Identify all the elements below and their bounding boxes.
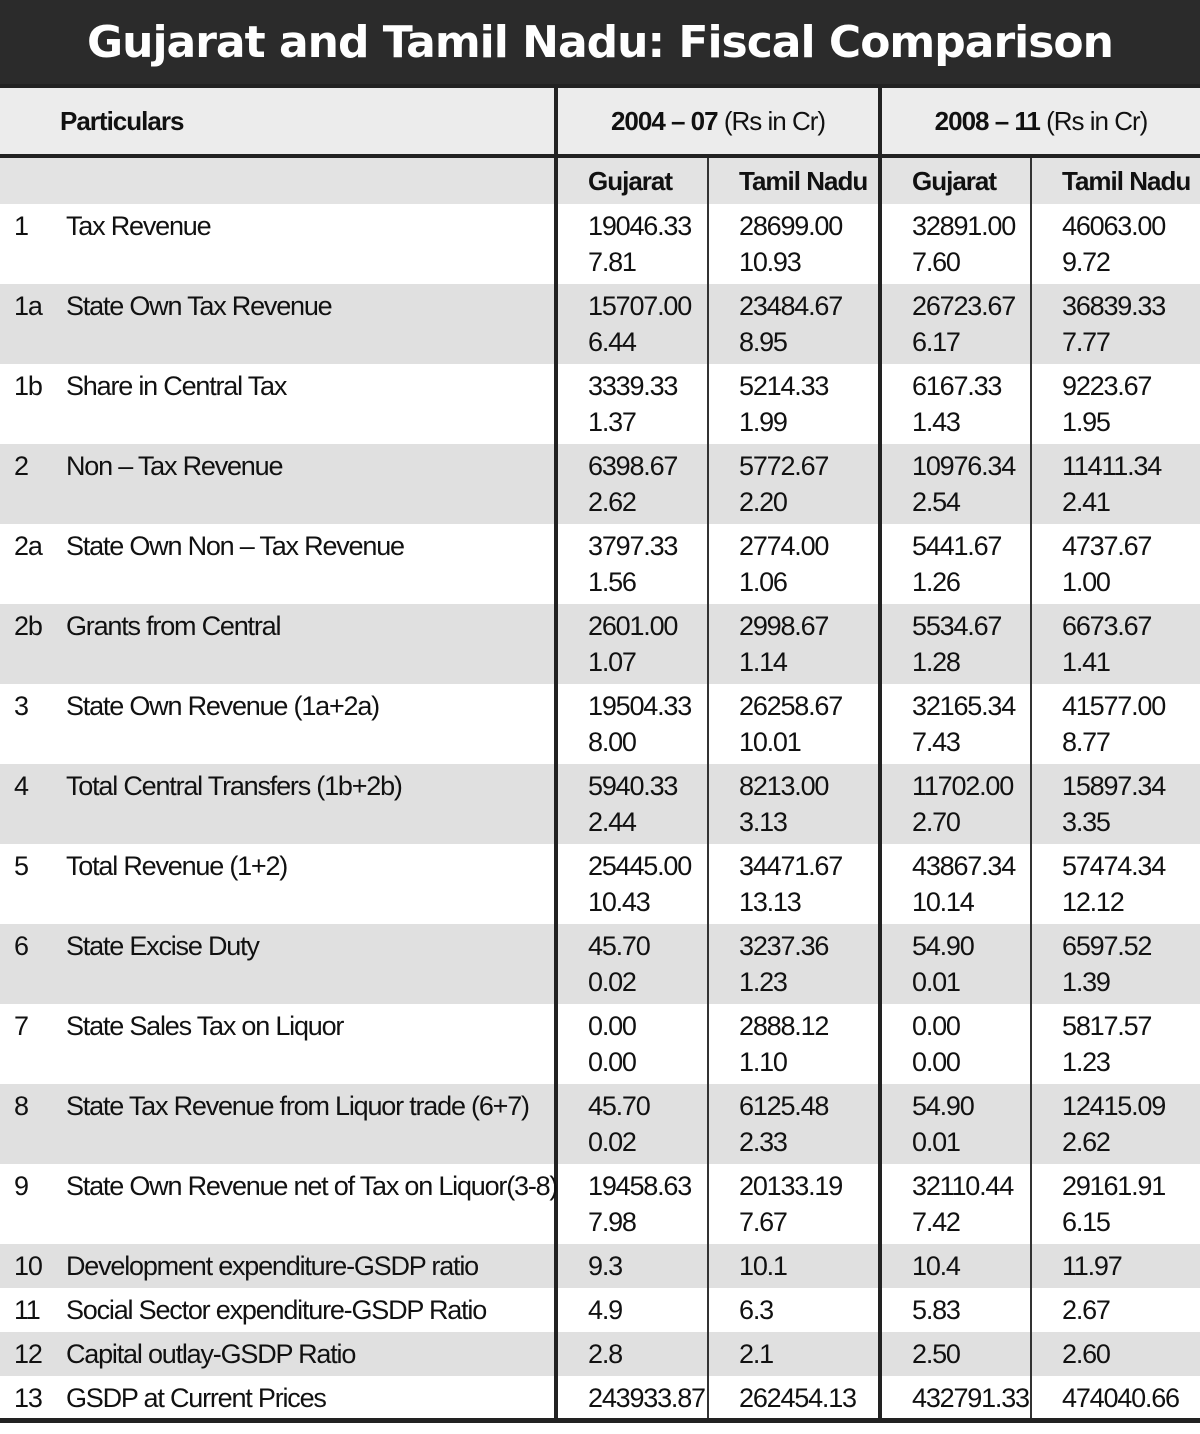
row-number: 1b [14,371,42,401]
cell-gujarat-2004-07 [556,364,708,444]
header-tamil-nadu: Tamil Nadu [1031,156,1200,204]
row-number: 3 [14,691,28,721]
value-gsdp-percent: 1.00 [1062,567,1110,597]
row-number: 12 [14,1339,42,1369]
row-title: State Own Non – Tax Revenue [66,531,404,561]
table-row [0,524,1200,604]
value-gsdp-percent: 1.41 [1062,647,1110,677]
value-amount: 26723.67 [912,291,1016,321]
table-row [0,684,1200,764]
cell-tamil-nadu-2008-11 [1031,204,1200,284]
row-number: 4 [14,771,28,801]
value-gsdp-percent: 1.95 [1062,407,1110,437]
value-amount: 57474.34 [1062,851,1166,881]
value-gsdp-percent: 1.23 [739,967,787,997]
cell-gujarat-2004-07 [556,764,708,844]
row-label [0,284,556,364]
value-gsdp-percent: 13.13 [739,887,801,917]
value-amount: 6398.67 [588,451,678,481]
row-number: 2b [14,611,42,641]
row-label [0,684,556,764]
value-amount: 9223.67 [1062,371,1152,401]
value-amount: 34471.67 [739,851,843,881]
cell-gujarat-2004-07 [556,1332,708,1376]
value-gsdp-percent: 2.41 [1062,487,1110,517]
row-title: Total Revenue (1+2) [66,851,288,881]
value-amount: 2.50 [912,1339,960,1369]
row-number: 6 [14,931,28,961]
table-row [0,764,1200,844]
cell-gujarat-2004-07 [556,1084,708,1164]
value-gsdp-percent: 2.62 [588,487,636,517]
header-particulars: Particulars [0,86,556,156]
row-number: 2 [14,451,28,481]
cell-gujarat-2008-11 [880,1332,1031,1376]
header-row-periods [0,86,1200,156]
value-amount: 2601.00 [588,611,678,641]
value-gsdp-percent: 0.02 [588,1127,636,1157]
table-body [0,204,1200,1420]
value-gsdp-percent: 8.00 [588,727,636,757]
value-amount: 54.90 [912,1091,974,1121]
cell-tamil-nadu-2004-07 [708,924,880,1004]
cell-tamil-nadu-2004-07 [708,524,880,604]
value-amount: 15897.34 [1062,771,1166,801]
cell-tamil-nadu-2008-11 [1031,924,1200,1004]
table-row [0,924,1200,1004]
cell-gujarat-2008-11 [880,1084,1031,1164]
value-amount: 2888.12 [739,1011,829,1041]
period-label: 2008 – 11 [934,105,1040,136]
row-label [0,764,556,844]
row-label [0,1332,556,1376]
value-amount: 32891.00 [912,211,1016,241]
row-title: Total Central Transfers (1b+2b) [66,771,402,801]
value-amount: 46063.00 [1062,211,1166,241]
value-amount: 6125.48 [739,1091,829,1121]
header-blank [0,156,556,204]
row-label [0,204,556,284]
value-amount: 6597.52 [1062,931,1152,961]
cell-tamil-nadu-2004-07 [708,1288,880,1332]
cell-gujarat-2004-07 [556,284,708,364]
cell-gujarat-2008-11 [880,284,1031,364]
cell-gujarat-2008-11 [880,924,1031,1004]
value-gsdp-percent: 8.95 [739,327,787,357]
cell-tamil-nadu-2004-07 [708,444,880,524]
value-gsdp-percent: 0.02 [588,967,636,997]
row-number: 2a [14,531,42,561]
row-title: State Own Revenue (1a+2a) [66,691,379,721]
cell-tamil-nadu-2008-11 [1031,1376,1200,1420]
row-label [0,1288,556,1332]
value-amount: 8213.00 [739,771,829,801]
value-gsdp-percent: 6.15 [1062,1207,1110,1237]
row-label [0,1164,556,1244]
value-gsdp-percent: 1.07 [588,647,636,677]
value-gsdp-percent: 10.01 [739,727,801,757]
value-amount: 3797.33 [588,531,678,561]
value-gsdp-percent: 2.70 [912,807,960,837]
value-amount: 32110.44 [912,1171,1014,1201]
value-amount: 11.97 [1062,1251,1122,1281]
value-gsdp-percent: 1.23 [1062,1047,1110,1077]
row-title: State Own Revenue net of Tax on Liquor(3-8) [66,1171,558,1201]
value-amount: 6673.67 [1062,611,1152,641]
value-gsdp-percent: 1.39 [1062,967,1110,997]
cell-tamil-nadu-2008-11 [1031,764,1200,844]
table-row [0,1164,1200,1244]
table-row [0,1288,1200,1332]
row-label [0,1084,556,1164]
row-title: State Sales Tax on Liquor [66,1011,344,1041]
value-gsdp-percent: 8.77 [1062,727,1110,757]
value-gsdp-percent: 2.54 [912,487,960,517]
row-number: 1a [14,291,42,321]
value-amount: 11702.00 [912,771,1014,801]
value-amount: 20133.19 [739,1171,843,1201]
value-gsdp-percent: 1.10 [739,1047,787,1077]
value-amount: 45.70 [588,931,650,961]
cell-tamil-nadu-2008-11 [1031,1004,1200,1084]
cell-gujarat-2008-11 [880,764,1031,844]
cell-gujarat-2008-11 [880,1164,1031,1244]
cell-gujarat-2008-11 [880,364,1031,444]
cell-tamil-nadu-2008-11 [1031,1164,1200,1244]
cell-gujarat-2004-07 [556,844,708,924]
row-title: Share in Central Tax [66,371,287,401]
value-amount: 25445.00 [588,851,692,881]
cell-gujarat-2008-11 [880,604,1031,684]
value-gsdp-percent: 10.14 [912,887,974,917]
cell-tamil-nadu-2008-11 [1031,524,1200,604]
cell-gujarat-2004-07 [556,924,708,1004]
value-amount: 10976.34 [912,451,1016,481]
value-amount: 15707.00 [588,291,692,321]
row-number: 13 [14,1383,42,1413]
row-title: State Excise Duty [66,931,259,961]
value-amount: 0.00 [588,1011,636,1041]
value-gsdp-percent: 7.77 [1062,327,1110,357]
row-label [0,444,556,524]
cell-tamil-nadu-2008-11 [1031,1288,1200,1332]
value-gsdp-percent: 3.35 [1062,807,1110,837]
table-row [0,444,1200,524]
row-number: 5 [14,851,28,881]
value-gsdp-percent: 7.43 [912,727,960,757]
value-gsdp-percent: 1.14 [739,647,787,677]
cell-gujarat-2008-11 [880,1244,1031,1288]
value-gsdp-percent: 9.72 [1062,247,1110,277]
cell-gujarat-2004-07 [556,204,708,284]
row-title: Capital outlay-GSDP Ratio [66,1339,356,1369]
value-gsdp-percent: 0.01 [912,1127,960,1157]
unit-label: (Rs in Cr) [723,105,826,136]
row-title: Non – Tax Revenue [66,451,283,481]
value-gsdp-percent: 12.12 [1062,887,1124,917]
row-title: Grants from Central [66,611,281,641]
cell-tamil-nadu-2004-07 [708,1164,880,1244]
value-amount: 432791.33 [912,1383,1029,1413]
row-label [0,524,556,604]
value-amount: 474040.66 [1062,1383,1179,1413]
value-gsdp-percent: 7.98 [588,1207,636,1237]
value-amount: 4.9 [588,1295,622,1325]
value-gsdp-percent: 7.42 [912,1207,960,1237]
cell-tamil-nadu-2004-07 [708,364,880,444]
cell-gujarat-2004-07 [556,1164,708,1244]
cell-gujarat-2008-11 [880,444,1031,524]
table-row [0,284,1200,364]
row-label [0,604,556,684]
value-amount: 19504.33 [588,691,692,721]
cell-tamil-nadu-2004-07 [708,1332,880,1376]
value-amount: 9.3 [588,1251,622,1281]
value-gsdp-percent: 1.56 [588,567,636,597]
table-row [0,604,1200,684]
value-gsdp-percent: 7.81 [588,247,636,277]
value-gsdp-percent: 1.37 [588,407,636,437]
row-label [0,364,556,444]
row-title: State Tax Revenue from Liquor trade (6+7) [66,1091,529,1121]
value-amount: 2.67 [1062,1295,1110,1325]
cell-gujarat-2008-11 [880,204,1031,284]
cell-gujarat-2004-07 [556,1004,708,1084]
cell-gujarat-2008-11 [880,524,1031,604]
value-amount: 19458.63 [588,1171,692,1201]
cell-tamil-nadu-2004-07 [708,604,880,684]
cell-gujarat-2008-11 [880,1376,1031,1420]
value-gsdp-percent: 2.20 [739,487,787,517]
value-amount: 2.8 [588,1339,622,1369]
cell-gujarat-2008-11 [880,844,1031,924]
row-label [0,1244,556,1288]
value-gsdp-percent: 3.13 [739,807,787,837]
row-number: 10 [14,1251,42,1281]
period-label: 2004 – 07 [610,105,718,136]
value-gsdp-percent: 1.43 [912,407,960,437]
table-row [0,1376,1200,1420]
value-amount: 2.60 [1062,1339,1110,1369]
value-amount: 36839.33 [1062,291,1166,321]
cell-tamil-nadu-2008-11 [1031,364,1200,444]
cell-gujarat-2004-07 [556,1244,708,1288]
row-label [0,1004,556,1084]
value-gsdp-percent: 1.26 [912,567,960,597]
value-amount: 45.70 [588,1091,650,1121]
value-amount: 10.4 [912,1251,960,1281]
header-gujarat: Gujarat [556,156,708,204]
cell-gujarat-2004-07 [556,1376,708,1420]
value-amount: 5940.33 [588,771,678,801]
value-amount: 32165.34 [912,691,1016,721]
row-number: 11 [14,1295,40,1325]
value-gsdp-percent: 2.33 [739,1127,787,1157]
cell-gujarat-2004-07 [556,604,708,684]
cell-tamil-nadu-2004-07 [708,844,880,924]
value-gsdp-percent: 0.00 [588,1047,636,1077]
cell-tamil-nadu-2004-07 [708,284,880,364]
row-title: Social Sector expenditure-GSDP Ratio [66,1295,487,1325]
value-gsdp-percent: 10.93 [739,247,801,277]
cell-tamil-nadu-2008-11 [1031,284,1200,364]
value-amount: 262454.13 [739,1383,856,1413]
value-amount: 54.90 [912,931,974,961]
cell-tamil-nadu-2008-11 [1031,684,1200,764]
value-gsdp-percent: 0.00 [912,1047,960,1077]
value-amount: 19046.33 [588,211,692,241]
value-gsdp-percent: 1.06 [739,567,787,597]
value-amount: 11411.34 [1062,451,1162,481]
cell-tamil-nadu-2004-07 [708,764,880,844]
value-gsdp-percent: 1.99 [739,407,787,437]
header-period-2008-11 [880,86,1200,156]
value-gsdp-percent: 6.44 [588,327,636,357]
row-title: State Own Tax Revenue [66,291,332,321]
row-number: 9 [14,1171,28,1201]
header-row-states [0,156,1200,204]
value-amount: 5.83 [912,1295,960,1325]
row-title: Development expenditure-GSDP ratio [66,1251,478,1281]
value-amount: 0.00 [912,1011,960,1041]
value-gsdp-percent: 7.60 [912,247,960,277]
cell-tamil-nadu-2008-11 [1031,444,1200,524]
cell-gujarat-2004-07 [556,1288,708,1332]
value-gsdp-percent: 0.01 [912,967,960,997]
value-amount: 26258.67 [739,691,843,721]
row-label [0,1376,556,1420]
row-label [0,844,556,924]
cell-gujarat-2008-11 [880,684,1031,764]
cell-tamil-nadu-2004-07 [708,204,880,284]
value-amount: 43867.34 [912,851,1016,881]
header-tamil-nadu: Tamil Nadu [708,156,880,204]
table-row [0,1244,1200,1288]
value-amount: 6.3 [739,1295,773,1325]
value-amount: 5534.67 [912,611,1002,641]
value-gsdp-percent: 1.28 [912,647,960,677]
value-gsdp-percent: 2.62 [1062,1127,1110,1157]
value-amount: 4737.67 [1062,531,1152,561]
value-amount: 10.1 [739,1251,787,1281]
cell-gujarat-2008-11 [880,1004,1031,1084]
cell-gujarat-2004-07 [556,524,708,604]
row-number: 7 [14,1011,28,1041]
value-amount: 5772.67 [739,451,829,481]
unit-label: (Rs in Cr) [1046,105,1148,136]
table-row [0,844,1200,924]
row-number: 8 [14,1091,28,1121]
value-amount: 5441.67 [912,531,1002,561]
value-gsdp-percent: 7.67 [739,1207,787,1237]
value-gsdp-percent: 6.17 [912,327,960,357]
cell-tamil-nadu-2008-11 [1031,1084,1200,1164]
table-row [0,1084,1200,1164]
cell-tamil-nadu-2008-11 [1031,604,1200,684]
row-label [0,924,556,1004]
value-amount: 2998.67 [739,611,829,641]
fiscal-table [0,84,1200,1423]
value-amount: 3339.33 [588,371,678,401]
value-amount: 2774.00 [739,531,829,561]
header-period-2004-07 [556,86,880,156]
value-amount: 29161.91 [1062,1171,1166,1201]
value-amount: 12415.09 [1062,1091,1166,1121]
row-number: 1 [14,211,28,241]
table-row [0,1332,1200,1376]
value-amount: 2.1 [739,1339,773,1369]
value-gsdp-percent: 10.43 [588,887,650,917]
table-row [0,364,1200,444]
value-amount: 28699.00 [739,211,843,241]
value-amount: 23484.67 [739,291,843,321]
row-title: GSDP at Current Prices [66,1383,326,1413]
value-amount: 41577.00 [1062,691,1166,721]
cell-gujarat-2008-11 [880,1288,1031,1332]
value-gsdp-percent: 2.44 [588,807,636,837]
cell-tamil-nadu-2008-11 [1031,1244,1200,1288]
value-amount: 243933.87 [588,1383,705,1413]
cell-gujarat-2004-07 [556,444,708,524]
cell-tamil-nadu-2004-07 [708,684,880,764]
table-row [0,1004,1200,1084]
cell-tamil-nadu-2004-07 [708,1376,880,1420]
table-row [0,204,1200,284]
cell-tamil-nadu-2004-07 [708,1244,880,1288]
value-amount: 5817.57 [1062,1011,1152,1041]
cell-gujarat-2004-07 [556,684,708,764]
value-amount: 3237.36 [739,931,829,961]
page-title: Gujarat and Tamil Nadu: Fiscal Comparison [0,0,1200,84]
value-amount: 6167.33 [912,371,1002,401]
cell-tamil-nadu-2004-07 [708,1004,880,1084]
value-amount: 5214.33 [739,371,829,401]
cell-tamil-nadu-2004-07 [708,1084,880,1164]
cell-tamil-nadu-2008-11 [1031,1332,1200,1376]
cell-tamil-nadu-2008-11 [1031,844,1200,924]
header-gujarat: Gujarat [880,156,1031,204]
row-title: Tax Revenue [66,211,211,241]
